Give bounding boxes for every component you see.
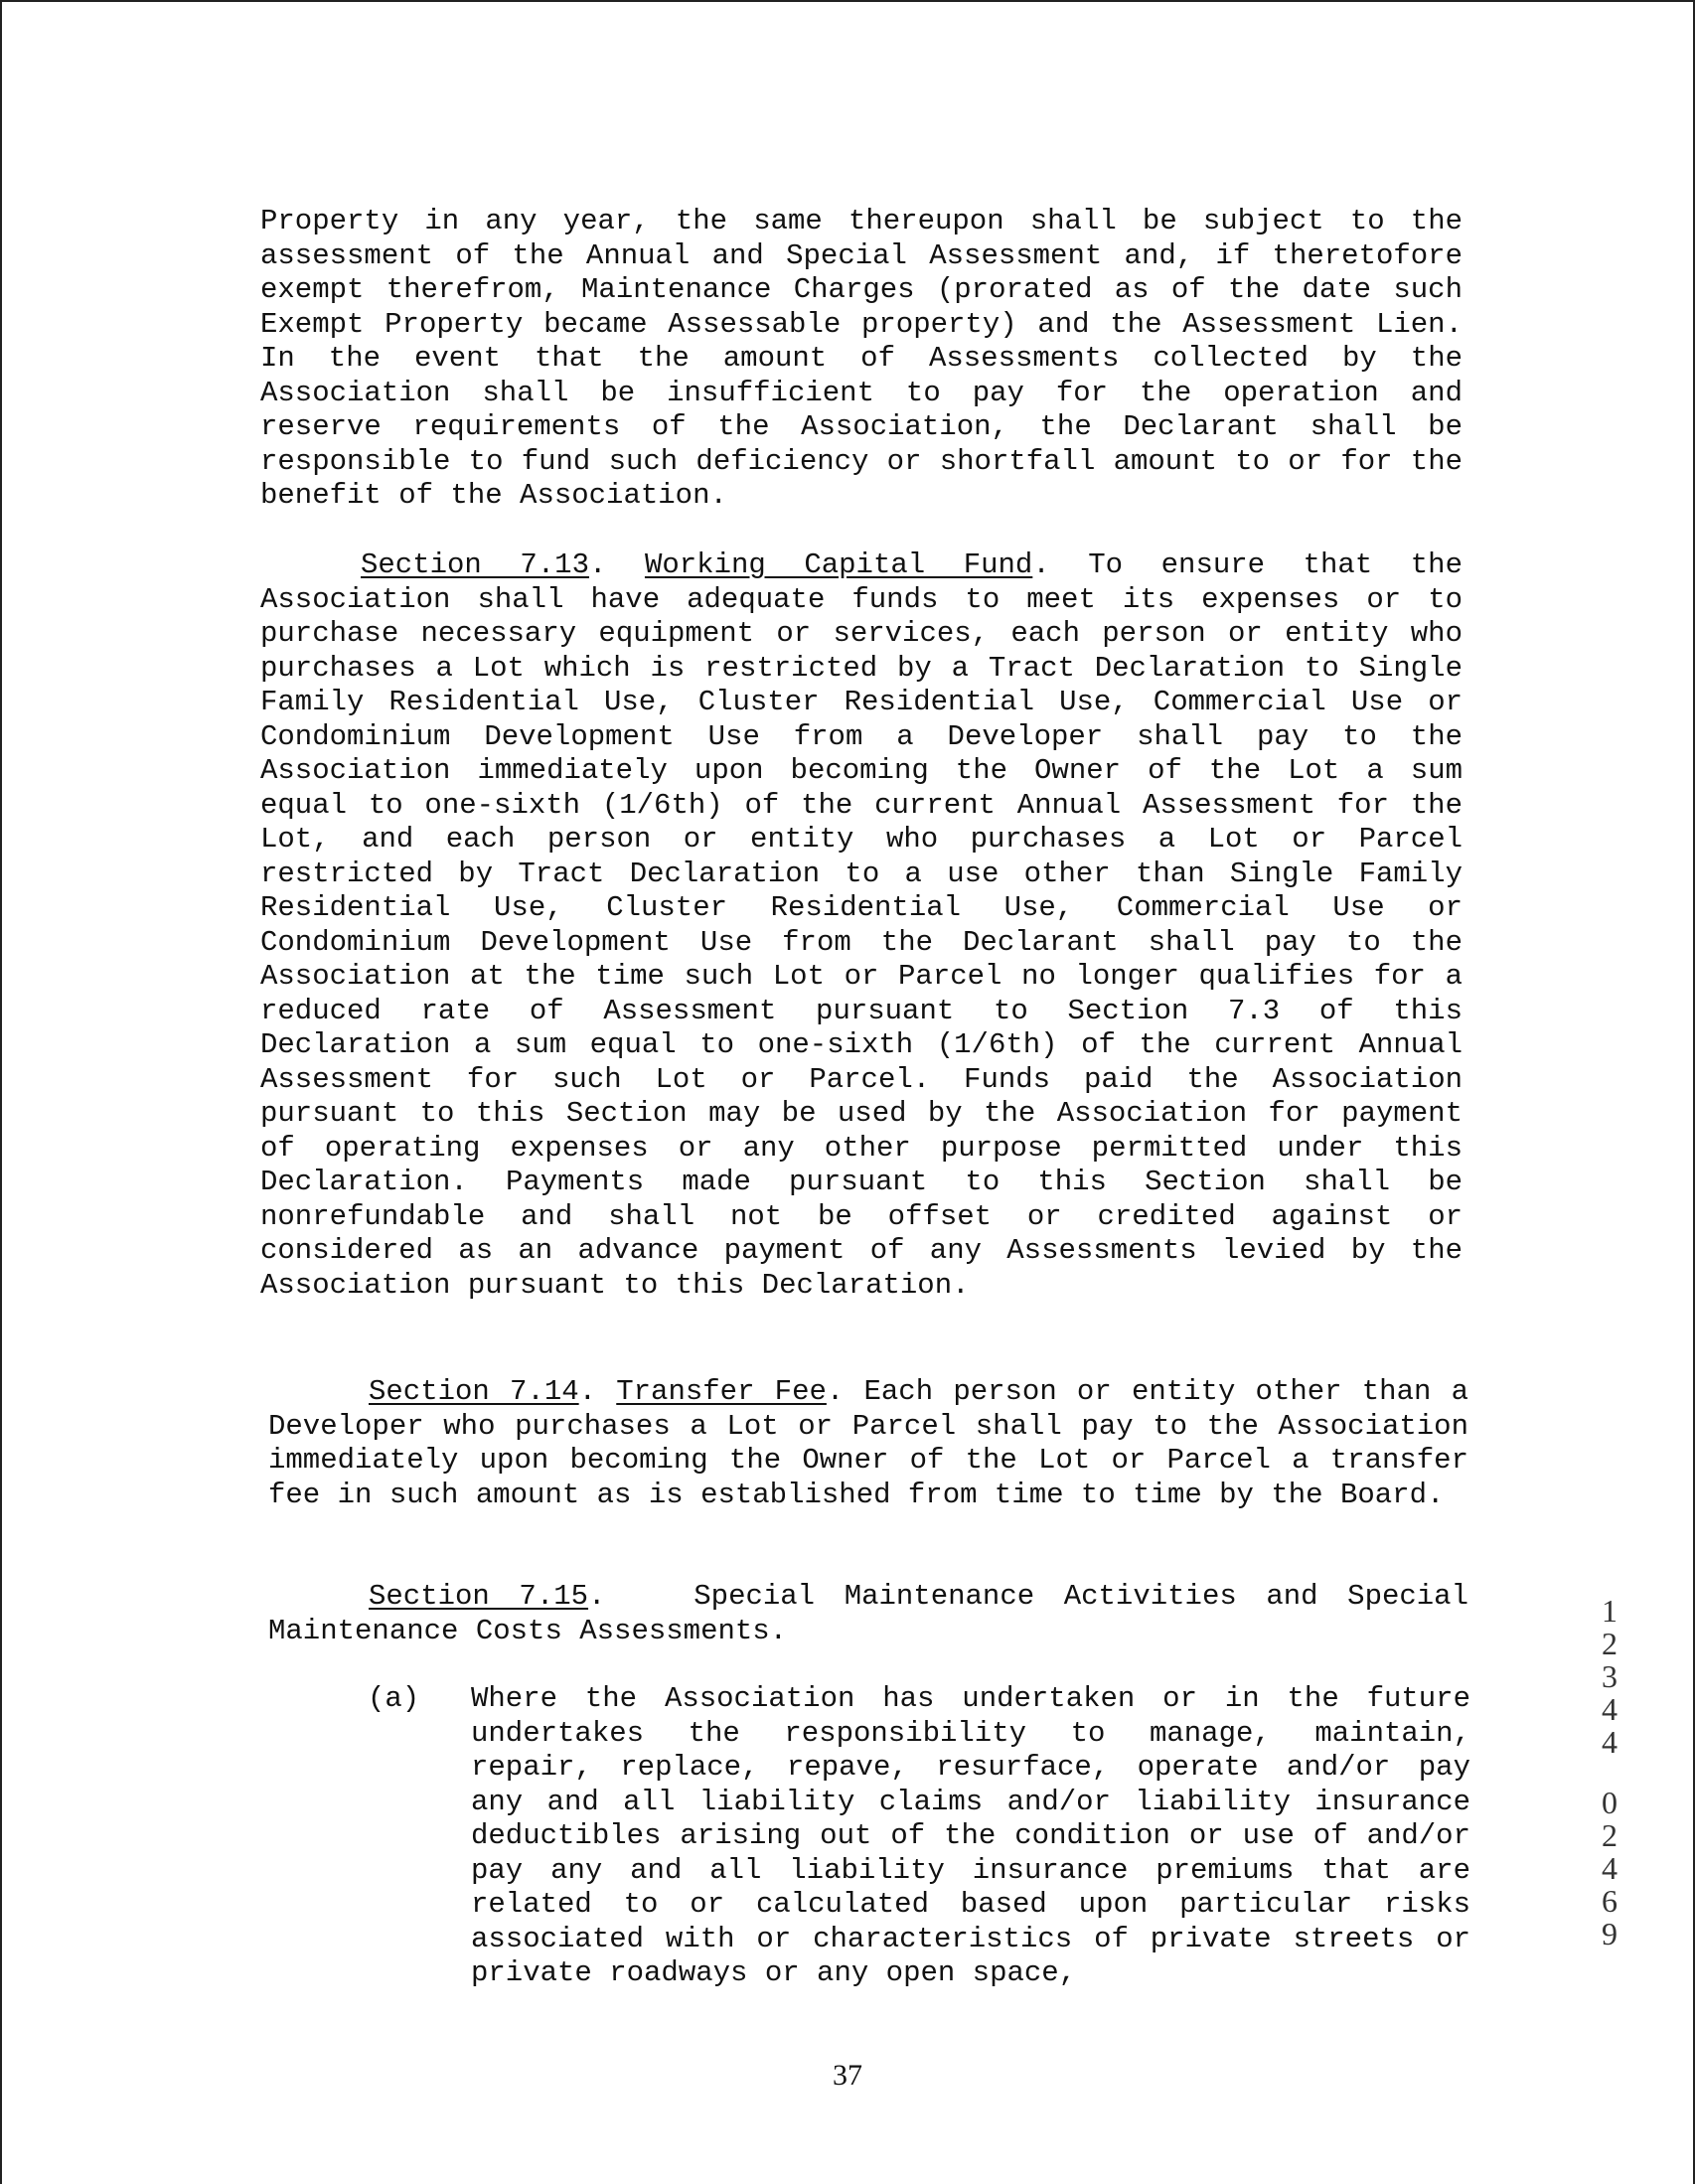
stamp-digit: 0 — [1602, 1785, 1618, 1820]
section-7-15-title: Special Maintenance Activities and Special Maintenance Costs Assessments. — [268, 1580, 1468, 1647]
list-item-a-text: Where the Association has undertaken or in the future undertakes the responsibility to manage, maintain, repair, replace, repave, resurface, operate and/or pay any and all liability claims and/or liability insurance deductibles arising out of the condition or use of and/or pay any and all liability insurance premiums that are related to or calculated based upon particular risks associated with or characteristics of private streets or private roadways or any open space, — [471, 1682, 1470, 1989]
stamp-digit: 3 — [1602, 1658, 1618, 1694]
section-7-13-title: Working Capital Fund — [644, 548, 1033, 581]
stamp-digit: 4 — [1602, 1724, 1618, 1760]
stamp-digit: 9 — [1602, 1916, 1618, 1951]
section-7-13-text: To ensure that the Association shall have adequate funds to meet its expenses or to purchase necessary equipment or services, each person or entity who purchases a Lot which is restricted by a Tract Declaration to Single Family Residential Use, Cluster Residential Use, Commercial Use or Condominium Development Use from a Developer shall pay to the Association immediately upon becoming the Owner of the Lot a sum equal to one-sixth (1/6th) of the current Annual Assessment for the Lot, and each person or entity who purchases a Lot or Parcel restricted by Tract Declaration to a use other than Single Family Residential Use, Cluster Residential Use, Commercial Use or Condominium Development Use from the Declarant shall pay to the Association at the time such Lot or Parcel no longer qualifies for a reduced rate of Assessment pursuant to Section 7.3 of this Declaration a sum equal to one-sixth (1/6th) of the current Annual Assessment for such Lot or Parcel. Funds paid the Association pursuant to this Section may be used by the Association for payment of operating expenses or any other purpose permitted under this Declaration. Payments made pursuant to this Section shall be nonrefundable and shall not be offset or credited against or considered as an advance payment of any Assessments levied by the Association pursuant to this Declaration. — [260, 548, 1463, 1302]
stamp-digit: 2 — [1602, 1626, 1618, 1661]
scan-border-top — [0, 0, 1695, 2]
section-7-15-number: Section 7.15 — [369, 1580, 589, 1613]
stamp-digit: 2 — [1602, 1817, 1618, 1853]
stamp-digit: 4 — [1602, 1691, 1618, 1727]
section-7-14-title: Transfer Fee — [616, 1375, 827, 1408]
section-7-14-paragraph: Section 7.14. Transfer Fee. Each person or entity other than a Developer who purchases a Lot or Parcel shall pay to the Association immediately upon becoming the Owner of the Lot or Parcel a transfer fee in such amount as is established from time to time by the Board. — [268, 1375, 1468, 1511]
stamp-gap — [1590, 1759, 1629, 1787]
stamp-digit: 1 — [1602, 1593, 1618, 1629]
recording-number-stamp — [1590, 1595, 1629, 1950]
page-number: 37 — [833, 2059, 862, 2092]
section-7-14-text: Each person or entity other than a Developer who purchases a Lot or Parcel shall pay to the Association immediately upon becoming the Owner of the Lot or Parcel a transfer fee in such amount as is established from time to time by the Board. — [268, 1375, 1468, 1511]
section-7-14-number: Section 7.14 — [369, 1375, 579, 1408]
paragraph-continuation: Property in any year, the same thereupon shall be subject to the assessment of the Annual and Special Assessment and, if theretofore exempt therefrom, Maintenance Charges (prorated as of the date such Exempt Property became Assessable property) and the Assessment Lien. In the event that the amount of Assessments collected by the Association shall be insufficient to pay for the operation and reserve requirements of the Association, the Declarant shall be responsible to fund such deficiency or shortfall amount to or for the benefit of the Association. — [260, 205, 1463, 512]
section-7-13-paragraph: Section 7.13. Working Capital Fund. To ensure that the Association shall have adequate funds to meet its expenses or to purchase necessary equipment or services, each person or entity who purchases a Lot which is restricted by a Tract Declaration to Single Family Residential Use, Cluster Residential Use, Commercial Use or Condominium Development Use from a Developer shall pay to the Association immediately upon becoming the Owner of the Lot a sum equal to one-sixth (1/6th) of the current Annual Assessment for the Lot, and each person or entity who purchases a Lot or Parcel restricted by Tract Declaration to a use other than Single Family Residential Use, Cluster Residential Use, Commercial Use or Condominium Development Use from the Declarant shall pay to the Association at the time such Lot or Parcel no longer qualifies for a reduced rate of Assessment pursuant to Section 7.3 of this Declaration a sum equal to one-sixth (1/6th) of the current Annual Assessment for such Lot or Parcel. Funds paid the Association pursuant to this Section may be used by the Association for payment of operating expenses or any other purpose permitted under this Declaration. Payments made pursuant to this Section shall be nonrefundable and shall not be offset or credited against or considered as an advance payment of any Assessments levied by the Association pursuant to this Declaration. — [260, 548, 1463, 1302]
stamp-digit: 4 — [1602, 1850, 1618, 1886]
section-7-13-number: Section 7.13 — [361, 548, 589, 581]
list-item-a-label: (a) — [368, 1682, 420, 1715]
section-7-15-heading: Section 7.15. Special Maintenance Activities and Special Maintenance Costs Assessments. — [268, 1580, 1468, 1647]
stamp-digit: 6 — [1602, 1883, 1618, 1919]
scan-border-left — [0, 0, 2, 2184]
